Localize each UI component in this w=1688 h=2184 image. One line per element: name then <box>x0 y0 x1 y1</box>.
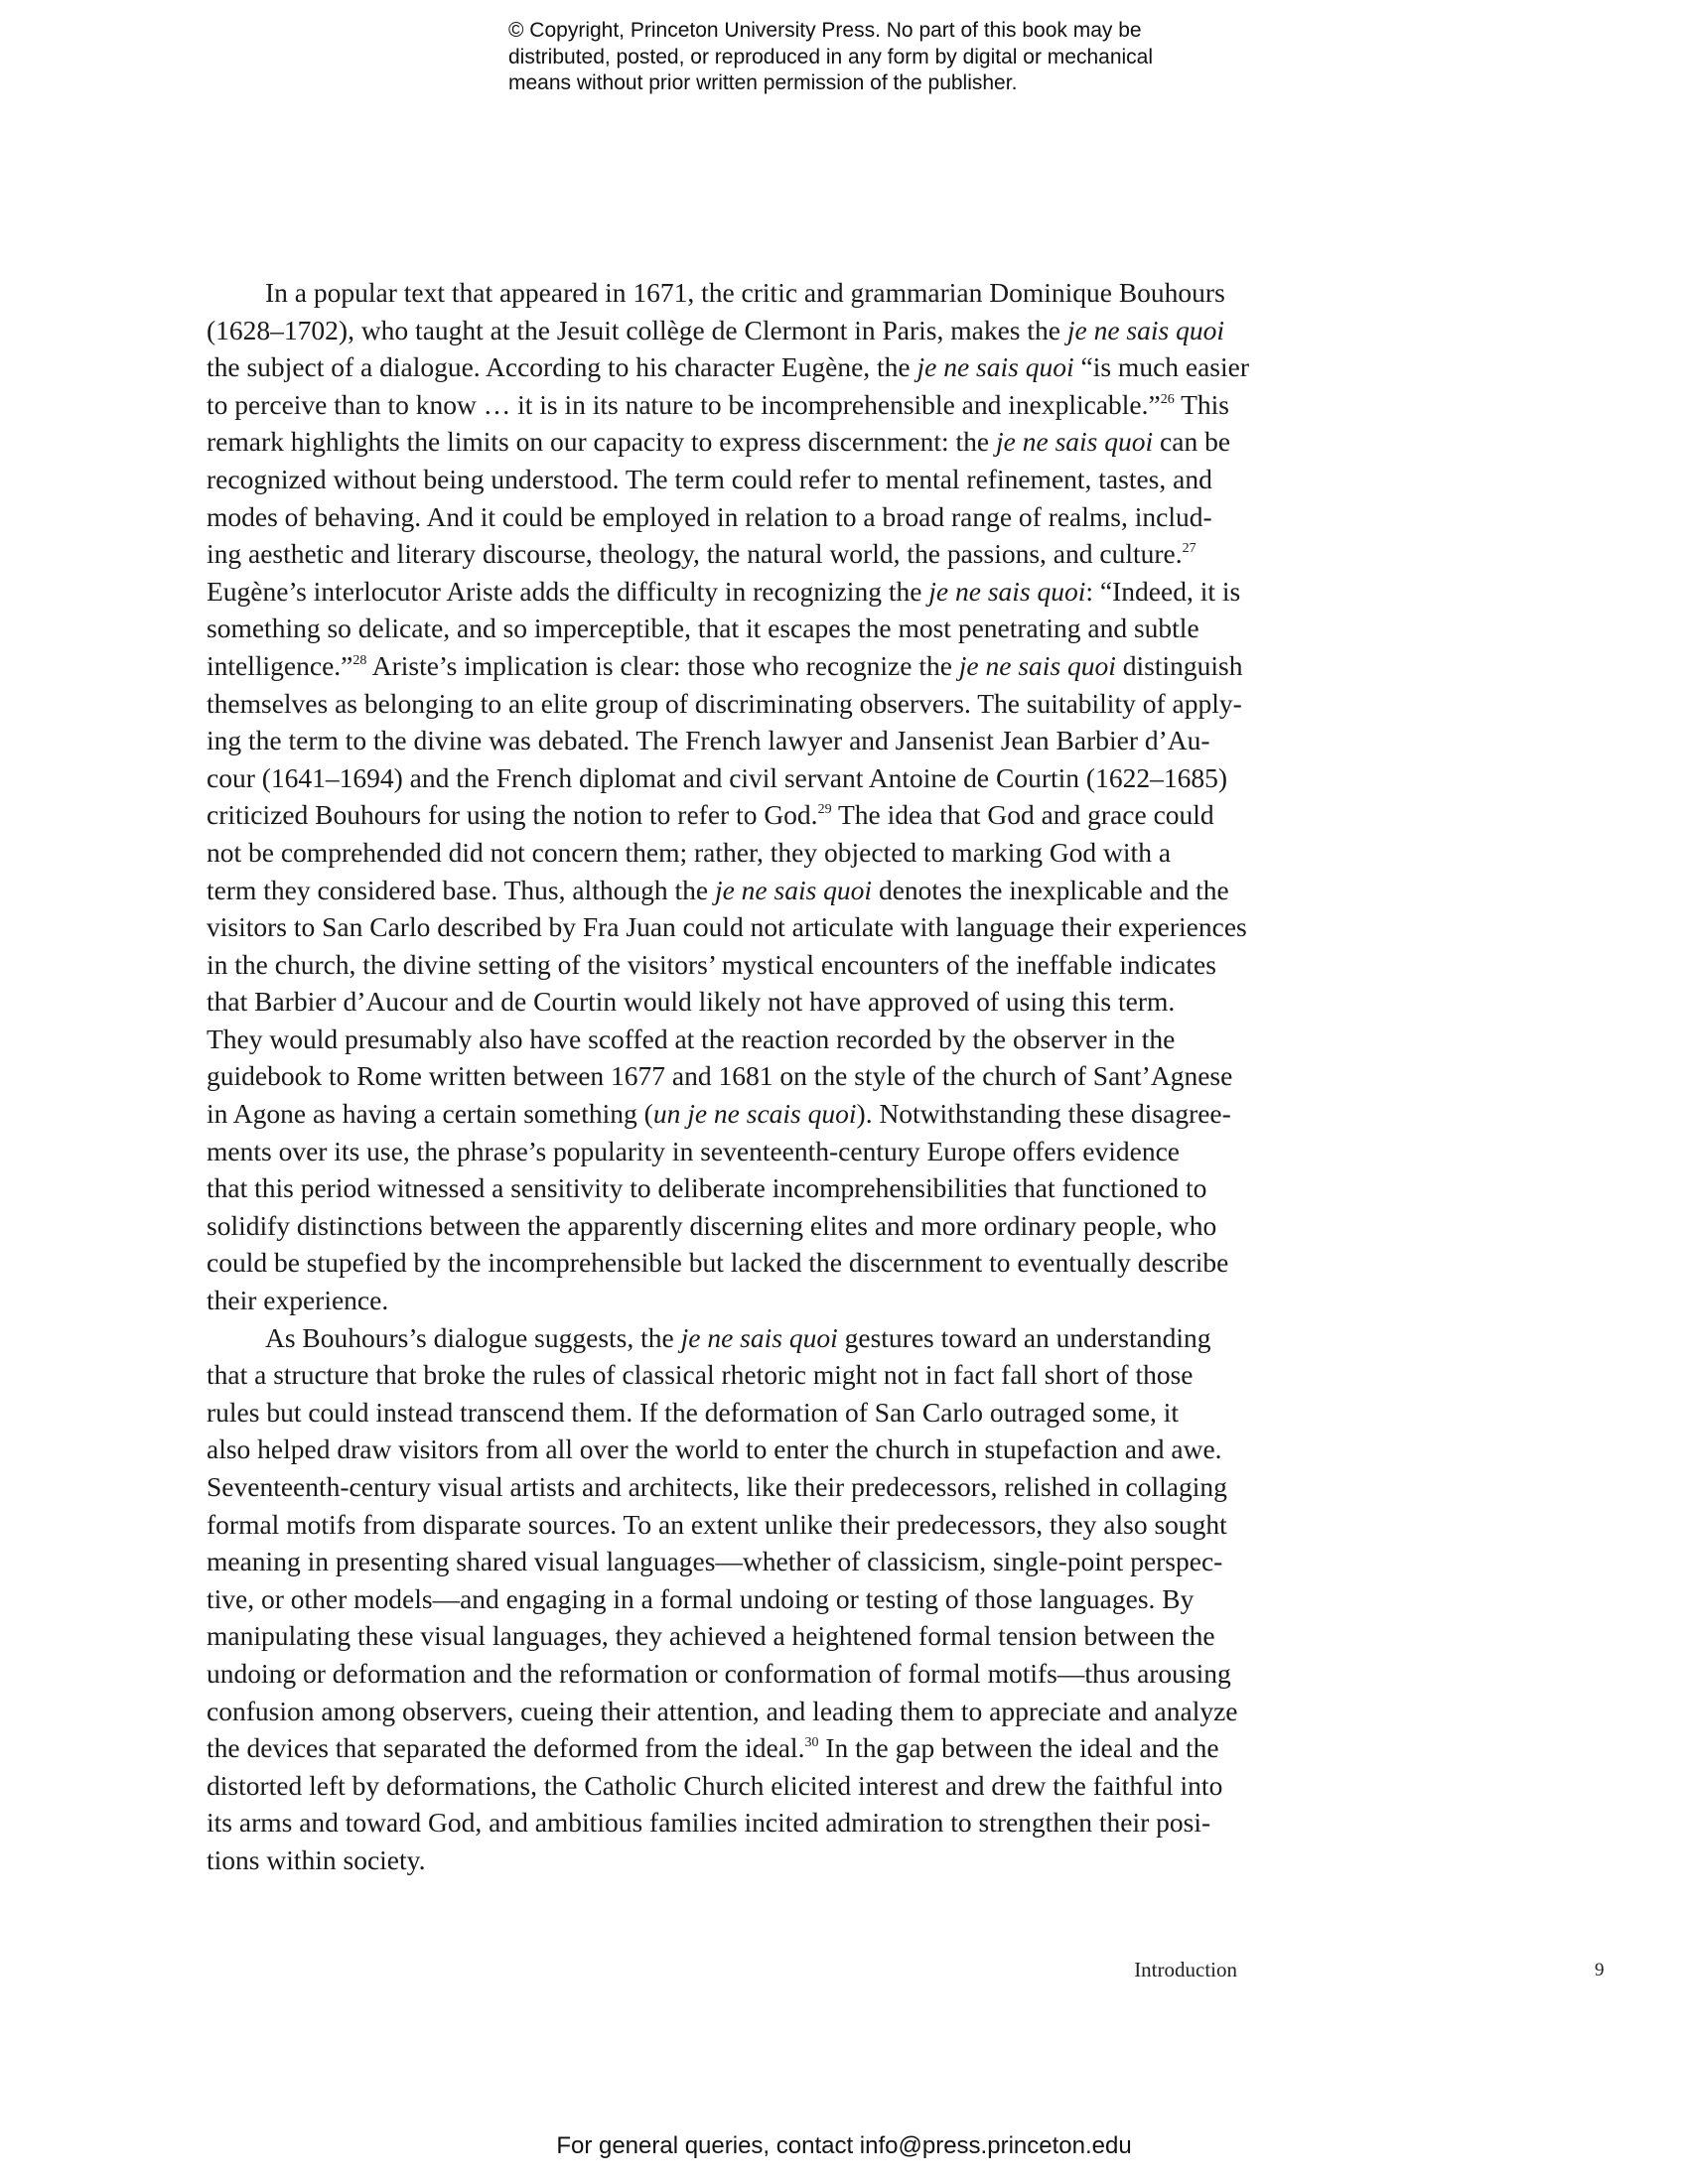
text-run: confusion among observers, cueing their attention, and leading them to appreciate and analyze <box>207 1695 1238 1726</box>
text-run: Seventeenth-century visual artists and architects, like their predecessors, relished in collaging <box>207 1471 1227 1502</box>
text-run: tions within society. <box>207 1843 426 1875</box>
text-line <box>207 573 1259 611</box>
text-run: solidify distinctions between the apparently discerning elites and more ordinary people, who <box>207 1209 1217 1241</box>
text-run: In a popular text that appeared in 1671, the critic and grammarian Dominique Bouhours <box>265 277 1225 308</box>
text-line <box>207 274 1259 312</box>
text-run: its arms and toward God, and ambitious families incited admiration to strengthen their posi- <box>207 1807 1211 1839</box>
text-run: rules but could instead transcend them. If the deformation of San Carlo outraged some, it <box>207 1396 1180 1428</box>
text-line <box>207 610 1259 647</box>
text-run: that a structure that broke the rules of classical rhetoric might not in fact fall short of those <box>207 1359 1194 1391</box>
text-run: cour (1641–1694) and the French diplomat and civil servant Antoine de Courtin (1622–1685) <box>207 761 1227 793</box>
text-run: ments over its use, the phrase’s popularity in seventeenth-century Europe offers evidence <box>207 1135 1181 1166</box>
text-line <box>207 1617 1259 1655</box>
text-run: remark highlights the limits on our capacity to express discernment: the <box>207 426 997 458</box>
text-line <box>207 1431 1259 1468</box>
text-run: distinguish <box>1115 649 1243 681</box>
page-number: 9 <box>1595 1960 1605 1980</box>
text-line <box>207 647 1259 685</box>
text-run: recognized without being understood. The term could refer to mental refinement, tastes, and <box>207 463 1212 494</box>
text-line <box>207 983 1259 1021</box>
text-line <box>207 498 1259 536</box>
italic-term: je ne sais quoi <box>916 351 1074 383</box>
text-line <box>207 1095 1259 1133</box>
text-run: ing aesthetic and literary discourse, theology, the natural world, the passions, and culture. <box>207 538 1183 570</box>
text-run: Eugène’s interlocutor Ariste adds the difficulty in recognizing the <box>207 575 929 607</box>
text-line <box>207 1693 1259 1730</box>
text-run: : “Indeed, it is <box>1085 575 1241 607</box>
text-line <box>207 1468 1259 1506</box>
text-run: themselves as belonging to an elite group of discriminating observers. The suitability of apply- <box>207 687 1242 719</box>
copyright-line: means without prior written permission of the publisher. <box>508 71 1018 94</box>
text-run: (1628–1702), who taught at the Jesuit collège de Clermont in Paris, makes the <box>207 314 1067 345</box>
text-run: ). Notwithstanding these disagree- <box>856 1098 1231 1130</box>
text-line <box>207 1133 1259 1170</box>
text-line <box>207 1580 1259 1618</box>
text-line <box>207 1356 1259 1394</box>
text-line <box>207 722 1259 759</box>
text-run: the subject of a dialogue. According to his character Eugène, the <box>207 351 917 383</box>
text-run: denotes the inexplicable and the <box>872 874 1229 905</box>
text-line <box>207 1057 1259 1095</box>
text-line <box>207 1207 1259 1245</box>
text-line <box>207 759 1259 797</box>
text-line <box>207 1729 1259 1767</box>
text-run: intelligence.” <box>207 649 353 681</box>
copyright-line: © Copyright, Princeton University Press. No part of this book may be <box>508 19 1142 42</box>
text-run: in the church, the divine setting of the visitors’ mystical encounters of the ineffable indicates <box>207 948 1216 980</box>
text-line <box>207 1804 1259 1842</box>
copyright-line: distributed, posted, or reproduced in any form by digital or mechanical <box>508 45 1154 68</box>
text-line <box>207 872 1259 909</box>
text-line <box>207 312 1259 349</box>
text-line <box>207 348 1259 386</box>
footnote-ref: 26 <box>1160 391 1175 407</box>
text-run: distorted left by deformations, the Catholic Church elicited interest and drew the faithful into <box>207 1769 1223 1801</box>
text-run: can be <box>1153 426 1231 458</box>
text-run: criticized Bouhours for using the notion to refer to God. <box>207 799 818 831</box>
text-run: not be comprehended did not concern them; rather, they objected to marking God with a <box>207 836 1172 868</box>
text-line <box>207 1842 1259 1879</box>
footer-contact: For general queries, contact info@press.princeton.edu <box>556 2132 1132 2159</box>
text-run: that this period witnessed a sensitivity to deliberate incomprehensibilities that functioned to <box>207 1172 1207 1204</box>
text-line <box>207 1282 1259 1319</box>
text-run: “is much easier <box>1073 351 1250 383</box>
text-run: to perceive than to know … it is in its nature to be incomprehensible and inexplicable.” <box>207 388 1161 420</box>
text-run: guidebook to Rome written between 1677 and 1681 on the style of the church of Sant’Agnese <box>207 1060 1233 1092</box>
text-line <box>207 1244 1259 1282</box>
text-run: something so delicate, and so imperceptible, that it escapes the most penetrating and subtle <box>207 613 1199 644</box>
text-run: could be stupefied by the incomprehensible but lacked the discernment to eventually describe <box>207 1247 1229 1279</box>
text-run: visitors to San Carlo described by Fra Juan could not articulate with language their experiences <box>207 911 1247 943</box>
text-run: As Bouhours’s dialogue suggests, the <box>265 1321 681 1353</box>
text-run: meaning in presenting shared visual languages—whether of classicism, single-point perspec- <box>207 1546 1223 1577</box>
footnote-ref: 27 <box>1182 541 1196 557</box>
text-run: undoing or deformation and the reformation or conformation of formal motifs—thus arousing <box>207 1657 1231 1689</box>
italic-term: je ne sais quoi <box>1066 314 1224 345</box>
text-run: formal motifs from disparate sources. To an extent unlike their predecessors, they also sought <box>207 1508 1227 1540</box>
italic-term: je ne sais quoi <box>680 1321 838 1353</box>
text-run: tive, or other models—and engaging in a formal undoing or testing of those languages. By <box>207 1582 1195 1614</box>
text-line <box>207 908 1259 946</box>
text-line <box>207 1543 1259 1580</box>
italic-term: je ne sais quoi <box>996 426 1154 458</box>
text-run: that Barbier d’Aucour and de Courtin would likely not have approved of using this term. <box>207 986 1176 1018</box>
text-line <box>207 1169 1259 1207</box>
text-line <box>207 423 1259 461</box>
text-line <box>207 535 1259 573</box>
text-run: ing the term to the divine was debated. The French lawyer and Jansenist Jean Barbier d’Au- <box>207 725 1210 756</box>
text-line <box>207 796 1259 834</box>
text-line <box>207 1655 1259 1693</box>
italic-term: je ne sais quoi <box>714 874 873 905</box>
italic-term: je ne sais quoi <box>928 575 1086 607</box>
text-run: This <box>1174 388 1229 420</box>
text-line <box>207 1394 1259 1432</box>
text-line <box>207 1319 1259 1357</box>
text-line <box>207 1767 1259 1805</box>
text-run: also helped draw visitors from all over the world to enter the church in stupefaction and awe. <box>207 1433 1222 1465</box>
text-run: In the gap between the ideal and the <box>818 1732 1219 1764</box>
body-text <box>207 274 1259 1879</box>
italic-term: je ne sais quoi <box>958 649 1116 681</box>
footnote-ref: 29 <box>817 802 832 818</box>
text-line <box>207 946 1259 984</box>
text-run: Ariste’s implication is clear: those who recognize the <box>366 649 959 681</box>
running-head: Introduction <box>1134 1958 1237 1981</box>
text-line <box>207 685 1259 723</box>
text-run: the devices that separated the deformed from the ideal. <box>207 1732 805 1764</box>
text-line <box>207 386 1259 424</box>
text-run: in Agone as having a certain something ( <box>207 1098 653 1130</box>
text-line <box>207 1506 1259 1544</box>
text-run: They would presumably also have scoffed at the reaction recorded by the observer in the <box>207 1023 1176 1054</box>
text-line <box>207 461 1259 498</box>
footnote-ref: 30 <box>804 1735 819 1751</box>
text-run: gestures toward an understanding <box>837 1321 1211 1353</box>
text-run: term they considered base. Thus, although the <box>207 874 715 905</box>
text-line <box>207 1021 1259 1058</box>
text-run: The idea that God and grace could <box>831 799 1214 831</box>
text-line <box>207 834 1259 872</box>
copyright-notice <box>508 18 1223 97</box>
text-run: manipulating these visual languages, they achieved a heightened formal tension between the <box>207 1620 1215 1652</box>
footnote-ref: 28 <box>352 652 367 668</box>
text-run: modes of behaving. And it could be employed in relation to a broad range of realms, includ- <box>207 500 1212 532</box>
italic-term: un je ne scais quoi <box>652 1098 857 1130</box>
text-run: their experience. <box>207 1285 389 1316</box>
